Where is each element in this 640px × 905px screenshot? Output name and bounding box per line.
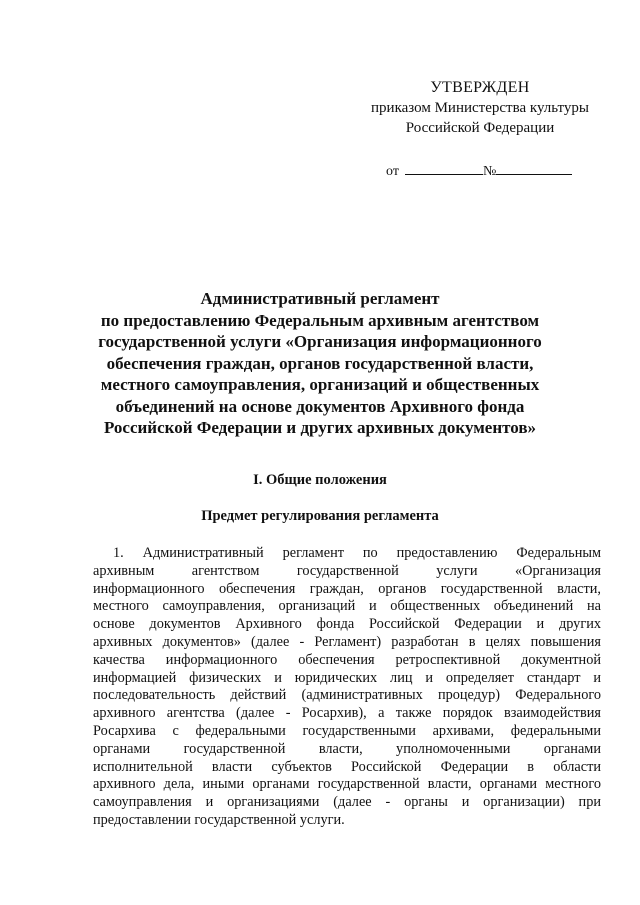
section-heading: I. Общие положения [253, 472, 387, 488]
approval-heading: УТВЕРЖДЕН [430, 79, 530, 96]
title-line: по предоставлению Федеральным архивным агентством [100, 310, 540, 330]
paragraph-1 [93, 545, 601, 830]
title-line: обеспечения граждан, органов государственной власти, [106, 353, 534, 373]
approval-date-number-line [360, 160, 600, 182]
paragraph-line: органами государственной власти, уполномоченными органами [93, 740, 601, 757]
paragraph-line: информацией физических и юридических лиц и определяет стандарт и [93, 669, 601, 686]
document-title [90, 288, 550, 439]
paragraph-line: предоставлении государственной услуги. [93, 811, 345, 828]
title-line: государственной услуги «Организация информационного [98, 332, 542, 351]
paragraph-line: местного самоуправления, организаций и общественных объединений на [93, 598, 601, 615]
paragraph-line: архивных документов» (далее - Регламент) разработан в целях повышения [93, 633, 601, 650]
approval-issuer-country: Российской Федерации [405, 120, 555, 136]
paragraph-line: архивного агентства (далее - Росархив), а также порядок взаимодействия [93, 705, 601, 722]
title-line: Административный регламент [200, 289, 440, 308]
title-line: Российской Федерации и других архивных документов» [103, 418, 537, 437]
approval-issuer: приказом Министерства культуры [371, 100, 589, 116]
paragraph-line: качества информационного обеспечения ретроспективной документной [93, 651, 601, 668]
paragraph-line: архивным агентством государственной услуги «Организация [93, 562, 601, 579]
paragraph-line: последовательность действий (административных процедур) Федерального [93, 687, 601, 704]
date-blank [405, 160, 483, 175]
paragraph-line: архивного дела, иными органами государственной власти, органами местного [93, 776, 601, 793]
number-blank [496, 160, 572, 175]
paragraph-line: информационного обеспечения граждан, органов государственной власти, [93, 580, 601, 597]
title-line: объединений на основе документов Архивного фонда [115, 396, 525, 416]
subsection-heading: Предмет регулирования регламента [201, 508, 439, 524]
paragraph-line: Росархива с федеральными государственными архивами, федеральными [93, 722, 601, 739]
date-prefix: от [386, 164, 399, 179]
approval-block [360, 78, 600, 182]
title-line: местного самоуправления, организаций и общественных [100, 375, 540, 394]
paragraph-line: основе документов Архивного фонда Российской Федерации и других [93, 616, 601, 633]
paragraph-line: исполнительной власти субъектов Российской Федерации в области [93, 758, 601, 775]
paragraph-line: самоуправления и организациями (далее - органы и организации) при [93, 794, 601, 811]
paragraph-line: 1. Административный регламент по предоставлению Федеральным [113, 545, 601, 561]
number-sign: № [482, 164, 497, 179]
